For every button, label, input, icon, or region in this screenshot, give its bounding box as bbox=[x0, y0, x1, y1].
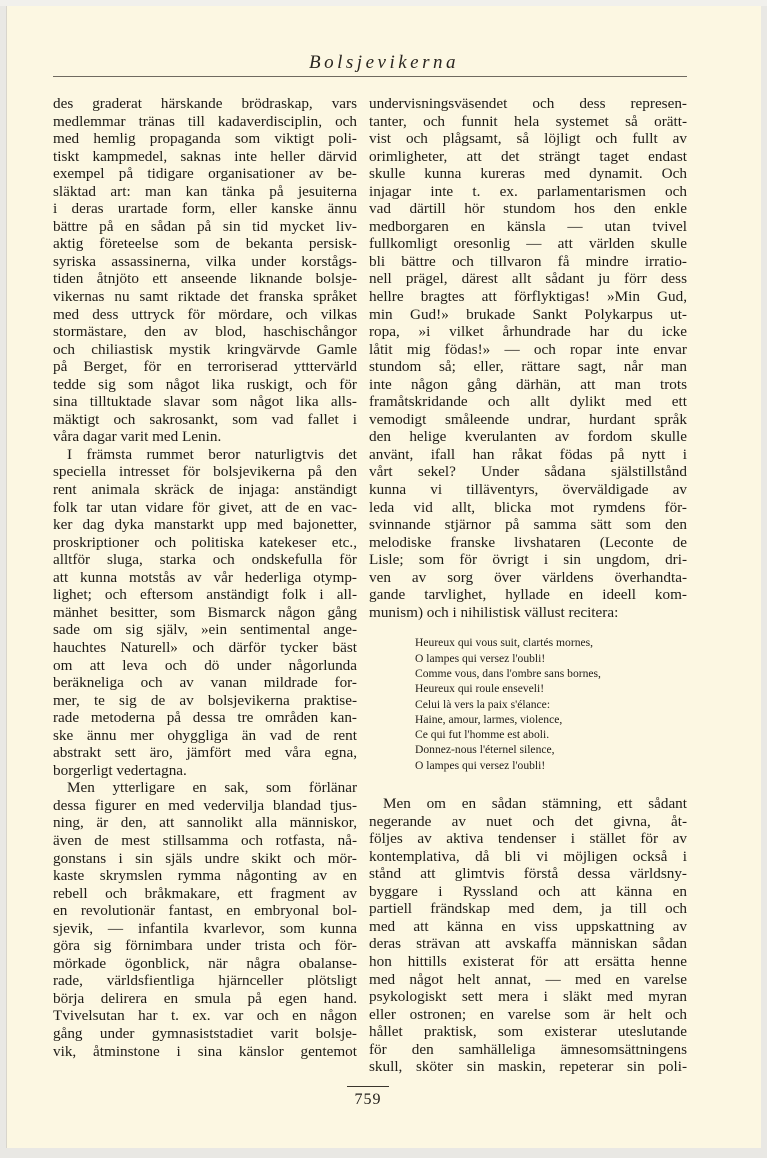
text-line: ning, är den, att sannolikt alla människor, bbox=[53, 814, 357, 832]
text-line: dessa figurer en med vedervilja blandad tjus- bbox=[53, 796, 357, 814]
text-line: gande tarvlighet, hyllade en ideell kom- bbox=[369, 586, 687, 604]
text-line: Lisle; som för övrigt i sin ungdom, dri- bbox=[369, 551, 687, 569]
text-line: Men ytterligare en sak, som förlänar bbox=[67, 779, 357, 797]
text-line: tedde sig som något lika ruskigt, och för bbox=[53, 375, 357, 393]
text-line: munism) och i nihilistisk vällust recitera: bbox=[369, 603, 619, 621]
text-line: stånd att glimtvis förstå dessa världsny- bbox=[369, 865, 687, 883]
text-line: rent animala skräck de injaga: anständigt bbox=[53, 481, 357, 499]
text-line: lighet; och eftersom anständigt folk i all- bbox=[53, 586, 357, 604]
text-line: vad därtill hör stundom hos den enkle bbox=[369, 200, 687, 218]
text-line: hellre bragtes att förflyktigas! »Min Gud, bbox=[369, 288, 687, 306]
text-line: sina tilltuktade slavar som något lika alls- bbox=[53, 393, 357, 411]
left-column bbox=[53, 95, 357, 1060]
text-line: stormästare, den av blod, haschischångor bbox=[53, 323, 357, 341]
text-line: att kunna motstås av vår hederliga otymp- bbox=[53, 568, 357, 586]
poem-line: Ce qui fut l'homme est aboli. bbox=[415, 728, 550, 742]
text-line: hållet praktisk, som existerar uteslutande bbox=[369, 1023, 687, 1041]
text-line: ven av sorg över världens överhandta- bbox=[369, 568, 687, 586]
poem-line: Donnez-nous l'éternel silence, bbox=[415, 743, 555, 757]
text-line: hauchtes Naturell» och därför tycker bäst bbox=[53, 638, 357, 656]
text-line: använt, ifall han råkat födas på nytt i bbox=[369, 445, 687, 463]
text-line: abstrakt sett äro, jämfört med våra egna, bbox=[53, 744, 357, 762]
text-line: göra sig förnimbara under trista och för- bbox=[53, 937, 357, 955]
text-line: negerande av nuet och det givna, åt- bbox=[369, 812, 687, 830]
page-number: 759 bbox=[347, 1086, 389, 1109]
paragraph bbox=[53, 95, 357, 446]
poem-line: Comme vous, dans l'ombre sans bornes, bbox=[415, 667, 601, 680]
text-line: medlemmar tränas till kadaverdisciplin, och bbox=[53, 112, 357, 130]
text-line: gonstans i sin själs undre skikt och mör- bbox=[53, 849, 357, 867]
text-line: Tvivelsutan har t. ex. var och en någon bbox=[53, 1007, 357, 1025]
text-line: folk tar utan vidare för givet, att de en vac- bbox=[53, 498, 357, 516]
paragraph bbox=[53, 446, 357, 779]
running-title: Bolsjevikerna bbox=[309, 52, 459, 73]
text-line: rade, världsfientliga hjärnceller plötsligt bbox=[53, 972, 357, 990]
text-line: beräkneliga och av vanan mildrade for- bbox=[53, 674, 357, 692]
poem-line: Heureux qui vous suit, clartés mornes, bbox=[415, 636, 594, 650]
text-line: sade om sig själv, »ein sentimental ange- bbox=[53, 621, 357, 639]
text-line: svinnande stjärnor på samma sätt som den bbox=[369, 516, 687, 534]
text-line: psykologiskt sett mera i släkt med myran bbox=[369, 988, 687, 1006]
right-column bbox=[369, 95, 687, 1076]
text-line: ker dag dyka manstarkt upp med bajonetter, bbox=[53, 516, 357, 534]
text-line: melodiske franske livshataren (Leconte de bbox=[369, 533, 687, 551]
text-line: på Berget, för en terroriserad ytttervärld bbox=[53, 358, 357, 376]
text-line: proskriptioner och politiska katekeser etc., bbox=[53, 533, 357, 551]
text-line: vist och plågsamt, så löjligt och fullt av bbox=[369, 130, 687, 148]
text-line: även de mest stillsamma och rotfasta, nå- bbox=[53, 831, 357, 849]
text-line: hon hittills existerat för att ersätta henne bbox=[369, 953, 687, 970]
text-line: rade metoderna på dessa tre områden kan- bbox=[53, 709, 357, 727]
text-line: mäktigt och sakrosankt, som vad fallet i bbox=[53, 410, 357, 428]
text-line: partiell frändskap med dem, ja till och bbox=[369, 900, 687, 918]
text-line: aktig företeelse som de bekanta persisk- bbox=[53, 235, 357, 253]
text-line: nell prägel, därest allt sådant ju förr dess bbox=[369, 270, 687, 288]
text-line: I främsta rummet beror naturligtvis det bbox=[67, 445, 357, 463]
poem-line: Heureux qui roule enseveli! bbox=[415, 682, 545, 696]
text-line: låtit mig födas!» — och ropar inte envar bbox=[369, 340, 687, 358]
text-line: mänhet besitter, som Bismarck någon gång bbox=[53, 603, 357, 621]
text-line: släktad art: man kan tänka på jesuiterna bbox=[53, 182, 357, 200]
poem-line: Celui là vers la paix s'élance: bbox=[415, 697, 551, 711]
text-line: och chiliastisk mystik kringvärvde Gamle bbox=[53, 340, 357, 358]
text-line: ske ännu mer ohyggliga än vad de rent bbox=[53, 726, 357, 744]
poem-line: O lampes qui versez l'oubli! bbox=[415, 651, 546, 665]
text-line: fullkomligt oresonlig — att världen skulle bbox=[369, 235, 687, 253]
text-line: i deras urartade form, eller kanske ännu bbox=[53, 200, 357, 218]
text-line: tanter, och funnit hela systemet så orätt- bbox=[369, 112, 687, 130]
paragraph bbox=[53, 779, 357, 1060]
text-line: vemodigt småleende undrar, hurdant språk bbox=[369, 410, 687, 428]
text-line: börja delirera en smula på egen hand. bbox=[53, 989, 357, 1007]
right-paragraph-2 bbox=[369, 795, 687, 1076]
text-line: den helige kverulanten av fordom skulle bbox=[369, 428, 687, 446]
text-line: undervisningsväsendet och dess represen- bbox=[369, 95, 687, 112]
text-line: borgerligt vedertagna. bbox=[53, 761, 187, 779]
text-line: följes av aktiva tendenser i stället för av bbox=[369, 830, 687, 848]
text-line: alltför sluga, starka och ondskefulla för bbox=[53, 551, 357, 569]
text-line: en revolutionär fantast, en embryonal bol- bbox=[53, 902, 357, 920]
text-line: skull, sköter sin maskin, repeterar sin poli- bbox=[369, 1058, 687, 1076]
text-line: mer, te sig de av bolsjevikerna praktise- bbox=[53, 691, 357, 709]
text-line: stundom så; eller, rättare sagt, når man bbox=[369, 358, 687, 376]
text-line: medborgaren en känsla — utan tvivel bbox=[369, 217, 687, 235]
text-line: för den samhälleliga ämnesomsättningens bbox=[369, 1040, 687, 1058]
text-line: eller ostronen; en varelse som är helt och bbox=[369, 1005, 687, 1023]
text-line: med att känna en viss uppskattning av bbox=[369, 917, 687, 935]
text-line: syriska assassinerna, vilka under korstågs- bbox=[53, 252, 357, 270]
text-line: deras strävan att avskaffa människan sådan bbox=[369, 935, 687, 953]
poem-line: O lampes qui versez l'oubli! bbox=[415, 758, 546, 772]
text-line: mörkade ögonblick, när några obalanse- bbox=[53, 954, 357, 972]
text-line: speciella intresset för bolsjevikerna på den bbox=[53, 463, 357, 481]
text-line: exempel på tidigare organisationer av be- bbox=[53, 165, 357, 183]
text-line: ropa, »i vilket århundrade har du icke bbox=[369, 323, 687, 341]
text-line: orimligheter, att det strängt taget endast bbox=[369, 147, 687, 165]
text-line: gång under gymnasiststadiet varit bolsje- bbox=[53, 1024, 357, 1042]
text-line: kunna vi tilläventyrs, överväldigade av bbox=[369, 481, 687, 499]
text-line: injagar inte t. ex. parlamentarismen och bbox=[369, 182, 687, 200]
book-page bbox=[6, 6, 761, 1148]
text-line: med något helt annat, — med en varelse bbox=[369, 970, 687, 988]
text-line: vik, åtminstone i sina känslor gentemot bbox=[53, 1042, 357, 1060]
text-line: vikernas nu samt riktade det franska språket bbox=[53, 288, 357, 306]
text-line: inte någon gång därhän, att man trots bbox=[369, 375, 687, 393]
text-line: med hemlig propaganda som viktigt poli- bbox=[53, 130, 357, 148]
text-line: bli bättre och tillvaron få mindre irratio- bbox=[369, 252, 687, 270]
quoted-poem bbox=[369, 635, 687, 773]
text-line: våra dagar varit med Lenin. bbox=[53, 428, 222, 446]
text-line: med dess uttryck för mördare, och vilkas bbox=[53, 305, 357, 323]
text-line: leda vid allt, blicka mot rymdens för- bbox=[369, 498, 687, 516]
poem-line: Haine, amour, larmes, violence, bbox=[415, 712, 563, 726]
text-line: kontemplativa, då bli vi möjligen också i bbox=[369, 847, 687, 865]
poem-spacer bbox=[369, 773, 687, 795]
text-line: kaste skrymslen rymma någonting av en bbox=[53, 867, 357, 885]
text-line: om att leva och dö under någorlunda bbox=[53, 656, 357, 674]
text-line: bättre på en sådan på sin tid mycket liv- bbox=[53, 217, 357, 235]
text-line: tiden åtnjöto ett anseende liknande bolsje- bbox=[53, 270, 357, 288]
text-line: vårt sekel? Under sådana själstillstånd bbox=[369, 463, 687, 481]
text-line: skulle kunna kureras med dynamit. Och bbox=[369, 165, 687, 183]
text-line: framåtskridande och allt dylikt med ett bbox=[369, 393, 687, 411]
text-line: tiskt kampmedel, saknas inte heller därvid bbox=[53, 147, 357, 165]
right-paragraph-1 bbox=[369, 95, 687, 621]
text-line: sjevik, — infantila kvarlevor, som kunna bbox=[53, 919, 357, 937]
text-line: Men om en sådan stämning, ett sådant bbox=[383, 795, 687, 813]
header-rule bbox=[53, 76, 687, 77]
text-line: min Gud!» brukade Sankt Polykarpus ut- bbox=[369, 305, 687, 323]
text-line: des graderat härskande brödraskap, vars bbox=[53, 95, 357, 112]
text-line: rebell och bråkmakare, ett fragment av bbox=[53, 884, 357, 902]
text-line: byggare i Ryssland och att känna en bbox=[369, 882, 687, 900]
